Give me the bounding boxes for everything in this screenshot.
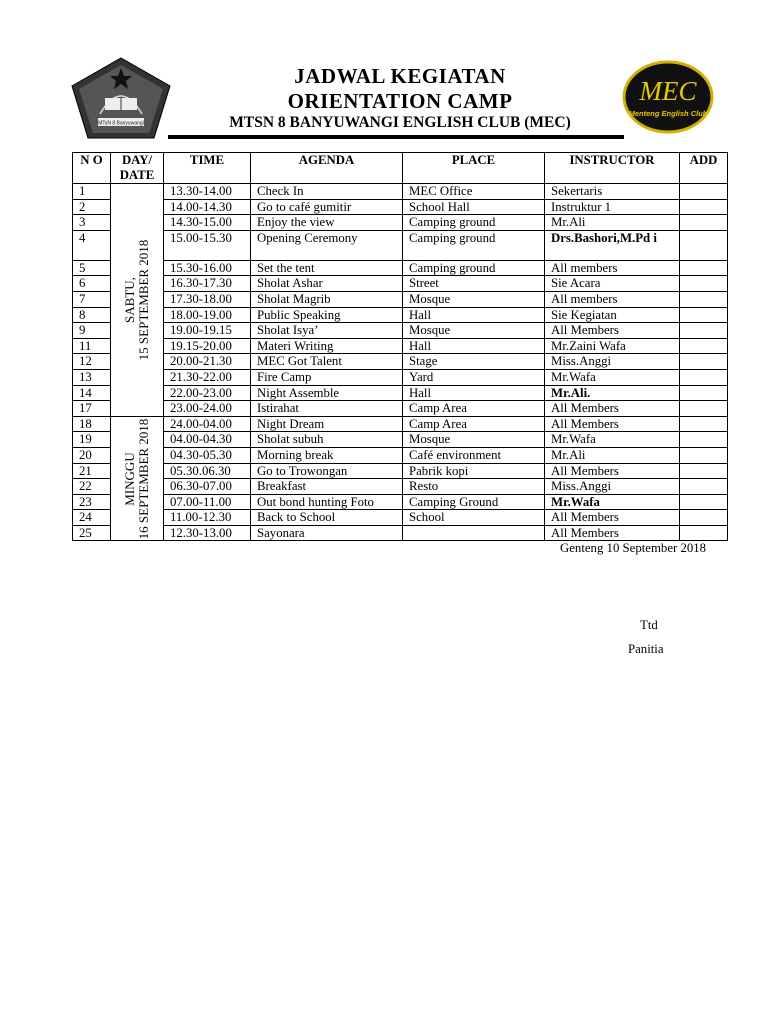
day-name: SABTU,	[122, 276, 137, 323]
cell-time: 24.00-04.00	[164, 416, 251, 432]
cell-agenda: Materi Writing	[251, 338, 403, 354]
cell-no: 24	[73, 510, 111, 526]
cell-no: 2	[73, 199, 111, 215]
table-row	[73, 463, 728, 479]
cell-time: 05.30.06.30	[164, 463, 251, 479]
cell-no: 14	[73, 385, 111, 401]
table-row	[73, 432, 728, 448]
cell-time: 23.00-24.00	[164, 401, 251, 417]
cell-time: 18.00-19.00	[164, 307, 251, 323]
cell-time: 11.00-12.30	[164, 510, 251, 526]
cell-add	[680, 525, 728, 541]
cell-add	[680, 230, 728, 260]
cell-time: 21.30-22.00	[164, 369, 251, 385]
cell-instructor: Drs.Bashori,M.Pd i	[545, 230, 680, 260]
cell-place: Camping ground	[403, 260, 545, 276]
cell-place	[403, 525, 545, 541]
mec-logo-text: MEC	[639, 76, 697, 106]
cell-agenda: Go to Trowongan	[251, 463, 403, 479]
cell-instructor: Mr.Zaini Wafa	[545, 338, 680, 354]
document-header	[70, 56, 730, 140]
cell-no: 4	[73, 230, 111, 260]
cell-add	[680, 276, 728, 292]
cell-no: 19	[73, 432, 111, 448]
cell-agenda: Opening Ceremony	[251, 230, 403, 260]
cell-agenda: Sholat Ashar	[251, 276, 403, 292]
cell-no: 8	[73, 307, 111, 323]
cell-no: 18	[73, 416, 111, 432]
table-header-row	[73, 153, 728, 184]
cell-add	[680, 494, 728, 510]
header-add: ADD	[680, 153, 728, 184]
cell-add	[680, 416, 728, 432]
cell-agenda: Enjoy the view	[251, 215, 403, 231]
table-row	[73, 230, 728, 260]
cell-add	[680, 447, 728, 463]
cell-agenda: Set the tent	[251, 260, 403, 276]
schedule-table	[72, 152, 728, 541]
cell-time: 12.30-13.00	[164, 525, 251, 541]
cell-place: Camping Ground	[403, 494, 545, 510]
title-line-3: MTSN 8 BANYUWANGI ENGLISH CLUB (MEC)	[229, 114, 571, 131]
cell-time: 15.30-16.00	[164, 260, 251, 276]
cell-add	[680, 199, 728, 215]
cell-place: Pabrik kopi	[403, 463, 545, 479]
cell-add	[680, 432, 728, 448]
table-row	[73, 479, 728, 495]
cell-time: 20.00-21.30	[164, 354, 251, 370]
cell-instructor: Mr.Wafa	[545, 369, 680, 385]
header-agenda: AGENDA	[251, 153, 403, 184]
cell-no: 11	[73, 338, 111, 354]
header-rule	[168, 135, 624, 139]
signature-ttd: Ttd	[640, 618, 658, 632]
table-row	[73, 385, 728, 401]
cell-add	[680, 369, 728, 385]
header-place: PLACE	[403, 153, 545, 184]
cell-add	[680, 385, 728, 401]
cell-no: 1	[73, 184, 111, 200]
cell-no: 22	[73, 479, 111, 495]
cell-add	[680, 510, 728, 526]
cell-agenda: Go to café gumitir	[251, 199, 403, 215]
date-text: 16 SEPTEMBER 2018	[136, 418, 151, 539]
cell-place: Café environment	[403, 447, 545, 463]
table-row	[73, 338, 728, 354]
cell-time: 06.30-07.00	[164, 479, 251, 495]
date-text: 15 SEPTEMBER 2018	[136, 239, 151, 361]
cell-time: 04.00-04.30	[164, 432, 251, 448]
cell-place: Hall	[403, 338, 545, 354]
cell-place: Hall	[403, 385, 545, 401]
signature-place-date: Genteng 10 September 2018	[560, 541, 707, 555]
cell-instructor: Miss.Anggi	[545, 354, 680, 370]
cell-no: 7	[73, 291, 111, 307]
cell-add	[680, 354, 728, 370]
table-row	[73, 494, 728, 510]
cell-add	[680, 463, 728, 479]
cell-instructor: Mr.Ali	[545, 447, 680, 463]
table-row	[73, 354, 728, 370]
cell-place: Stage	[403, 354, 545, 370]
table-row	[73, 525, 728, 541]
header-time: TIME	[164, 153, 251, 184]
cell-instructor: Mr.Ali	[545, 215, 680, 231]
cell-place: Yard	[403, 369, 545, 385]
day-date-label	[123, 418, 151, 539]
cell-day-date-day1	[111, 184, 164, 417]
cell-time: 04.30-05.30	[164, 447, 251, 463]
cell-instructor: All members	[545, 291, 680, 307]
school-emblem-logo	[70, 56, 172, 140]
cell-agenda: Breakfast	[251, 479, 403, 495]
cell-agenda: Fire Camp	[251, 369, 403, 385]
table-row	[73, 276, 728, 292]
cell-time: 14.00-14.30	[164, 199, 251, 215]
cell-time: 07.00-11.00	[164, 494, 251, 510]
cell-no: 13	[73, 369, 111, 385]
header-no: N O	[73, 153, 111, 184]
cell-place: MEC Office	[403, 184, 545, 200]
mec-club-logo	[622, 60, 714, 134]
cell-add	[680, 291, 728, 307]
cell-add	[680, 307, 728, 323]
table-row	[73, 323, 728, 339]
cell-place: School Hall	[403, 199, 545, 215]
cell-no: 23	[73, 494, 111, 510]
cell-instructor: All members	[545, 260, 680, 276]
cell-no: 6	[73, 276, 111, 292]
cell-agenda: Public Speaking	[251, 307, 403, 323]
cell-no: 12	[73, 354, 111, 370]
emblem-ribbon-text: MTsN 8 Banyuwangi	[98, 120, 144, 127]
cell-time: 16.30-17.30	[164, 276, 251, 292]
cell-no: 20	[73, 447, 111, 463]
cell-agenda: Sholat Magrib	[251, 291, 403, 307]
cell-time: 22.00-23.00	[164, 385, 251, 401]
cell-place: Hall	[403, 307, 545, 323]
mec-logo-subtext: Menteng English Club	[628, 109, 708, 118]
cell-instructor: Mr.Ali.	[545, 385, 680, 401]
cell-add	[680, 401, 728, 417]
table-row	[73, 510, 728, 526]
signature-panitia: Panitia	[628, 642, 664, 656]
day-name: MINGGU	[122, 451, 137, 506]
cell-instructor: Sie Kegiatan	[545, 307, 680, 323]
cell-time: 17.30-18.00	[164, 291, 251, 307]
cell-add	[680, 323, 728, 339]
cell-agenda: Sholat Isya’	[251, 323, 403, 339]
cell-time: 14.30-15.00	[164, 215, 251, 231]
cell-instructor: All Members	[545, 525, 680, 541]
cell-place: Mosque	[403, 323, 545, 339]
cell-place: School	[403, 510, 545, 526]
header-day-date: DAY/ DATE	[111, 153, 164, 184]
cell-agenda: Back to School	[251, 510, 403, 526]
cell-add	[680, 215, 728, 231]
cell-place: Street	[403, 276, 545, 292]
cell-place: Camp Area	[403, 416, 545, 432]
cell-agenda: Night Assemble	[251, 385, 403, 401]
table-row	[73, 199, 728, 215]
cell-time: 19.15-20.00	[164, 338, 251, 354]
table-row	[73, 215, 728, 231]
cell-agenda: MEC Got Talent	[251, 354, 403, 370]
cell-no: 25	[73, 525, 111, 541]
title-line-2: ORIENTATION CAMP	[287, 89, 513, 113]
cell-time: 15.00-15.30	[164, 230, 251, 260]
cell-place: Camp Area	[403, 401, 545, 417]
cell-no: 17	[73, 401, 111, 417]
cell-place: Mosque	[403, 291, 545, 307]
cell-no: 3	[73, 215, 111, 231]
cell-instructor: Miss.Anggi	[545, 479, 680, 495]
cell-place: Camping ground	[403, 230, 545, 260]
table-row	[73, 369, 728, 385]
cell-no: 21	[73, 463, 111, 479]
cell-instructor: Sie Acara	[545, 276, 680, 292]
cell-instructor: Sekertaris	[545, 184, 680, 200]
cell-agenda: Morning break	[251, 447, 403, 463]
table-row	[73, 291, 728, 307]
cell-instructor: All Members	[545, 416, 680, 432]
cell-instructor: Mr.Wafa	[545, 432, 680, 448]
cell-instructor: Instruktur 1	[545, 199, 680, 215]
cell-instructor: All Members	[545, 323, 680, 339]
cell-agenda: Istirahat	[251, 401, 403, 417]
cell-time: 13.30-14.00	[164, 184, 251, 200]
cell-place: Resto	[403, 479, 545, 495]
schedule-body	[73, 184, 728, 541]
cell-agenda: Check In	[251, 184, 403, 200]
cell-add	[680, 184, 728, 200]
cell-instructor: All Members	[545, 510, 680, 526]
cell-place: Mosque	[403, 432, 545, 448]
cell-day-date-day2	[111, 416, 164, 541]
cell-instructor: All Members	[545, 463, 680, 479]
cell-instructor: All Members	[545, 401, 680, 417]
table-row	[73, 184, 728, 200]
cell-place: Camping ground	[403, 215, 545, 231]
cell-no: 9	[73, 323, 111, 339]
title-line-1: JADWAL KEGIATAN	[294, 64, 506, 88]
cell-agenda: Out bond hunting Foto	[251, 494, 403, 510]
header-instructor: INSTRUCTOR	[545, 153, 680, 184]
cell-add	[680, 260, 728, 276]
cell-add	[680, 338, 728, 354]
cell-agenda: Night Dream	[251, 416, 403, 432]
cell-agenda: Sayonara	[251, 525, 403, 541]
cell-no: 5	[73, 260, 111, 276]
table-row	[73, 401, 728, 417]
cell-agenda: Sholat subuh	[251, 432, 403, 448]
cell-add	[680, 479, 728, 495]
cell-instructor: Mr.Wafa	[545, 494, 680, 510]
table-row	[73, 307, 728, 323]
table-row	[73, 260, 728, 276]
table-row	[73, 447, 728, 463]
cell-time: 19.00-19.15	[164, 323, 251, 339]
day-date-label	[123, 240, 151, 361]
table-row	[73, 416, 728, 432]
